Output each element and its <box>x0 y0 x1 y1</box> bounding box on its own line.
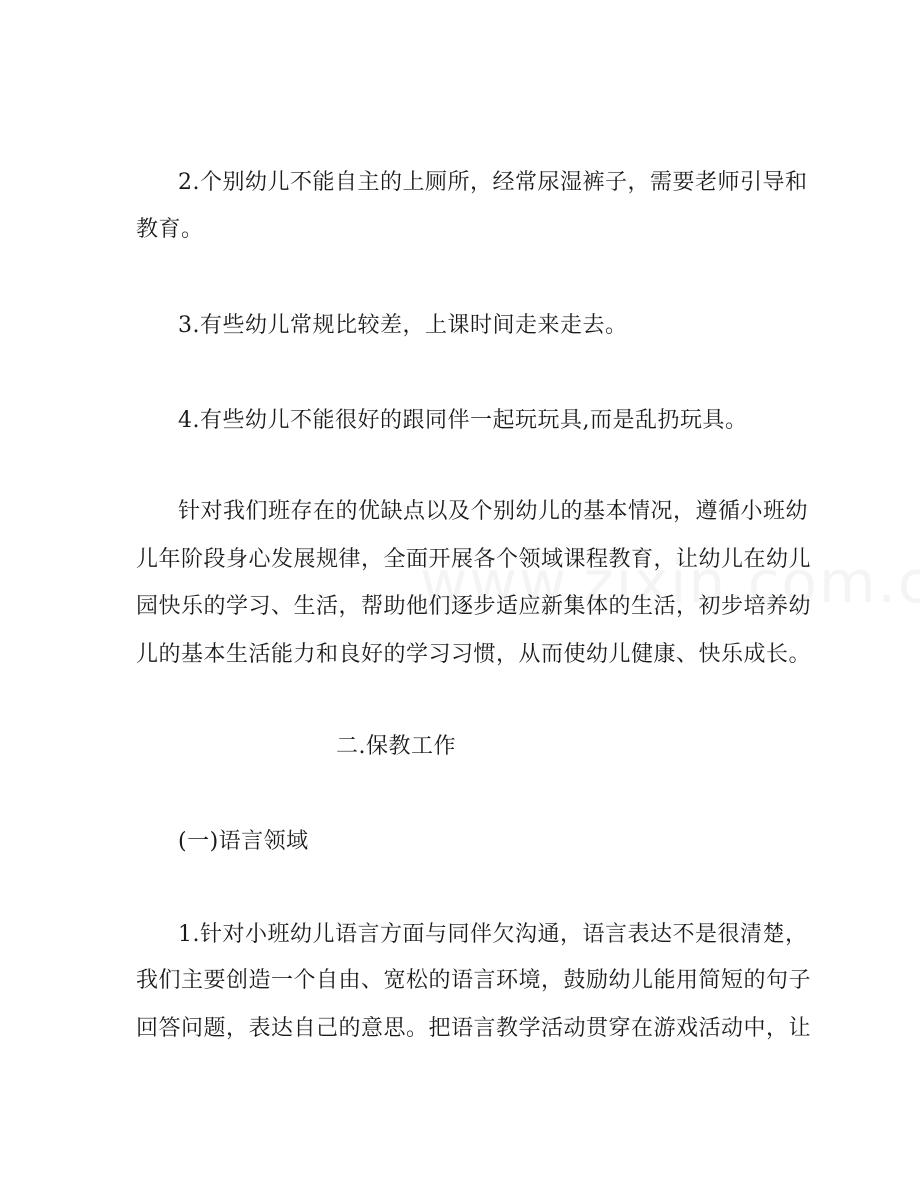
text-line: 教育。 <box>136 217 204 242</box>
text-line: 3.有些幼儿常规比较差，上课时间走来走去。 <box>178 313 628 338</box>
subsection-title: (一)语言领域 <box>178 829 309 854</box>
text-line: 2.个别幼儿不能自主的上厕所，经常尿湿裤子，需要老师引导和 <box>178 170 808 195</box>
text-line: 儿年阶段身心发展规律，全面开展各个领域课程教育，让幼儿在幼儿 <box>136 547 812 572</box>
text-line: 1.针对小班幼儿语言方面与同伴欠沟通，语言表达不是很清楚， <box>178 922 808 947</box>
text-line: 回答问题，表达自己的意思。把语言教学活动贯穿在游戏活动中，让 <box>136 1016 812 1041</box>
text-line: 我们主要创造一个自由、宽松的语言环境，鼓励幼儿能用简短的句子 <box>136 968 812 993</box>
text-line: 针对我们班存在的优缺点以及个别幼儿的基本情况，遵循小班幼 <box>178 499 809 524</box>
text-line: 园快乐的学习、生活，帮助他们逐步适应新集体的生活，初步培养幼 <box>136 594 812 619</box>
section-title: 二.保教工作 <box>336 734 456 759</box>
text-line: 儿的基本生活能力和良好的学习习惯，从而使幼儿健康、快乐成长。 <box>136 642 812 667</box>
text-line: 4.有些幼儿不能很好的跟同伴一起玩玩具,而是乱扔玩具。 <box>178 408 748 433</box>
